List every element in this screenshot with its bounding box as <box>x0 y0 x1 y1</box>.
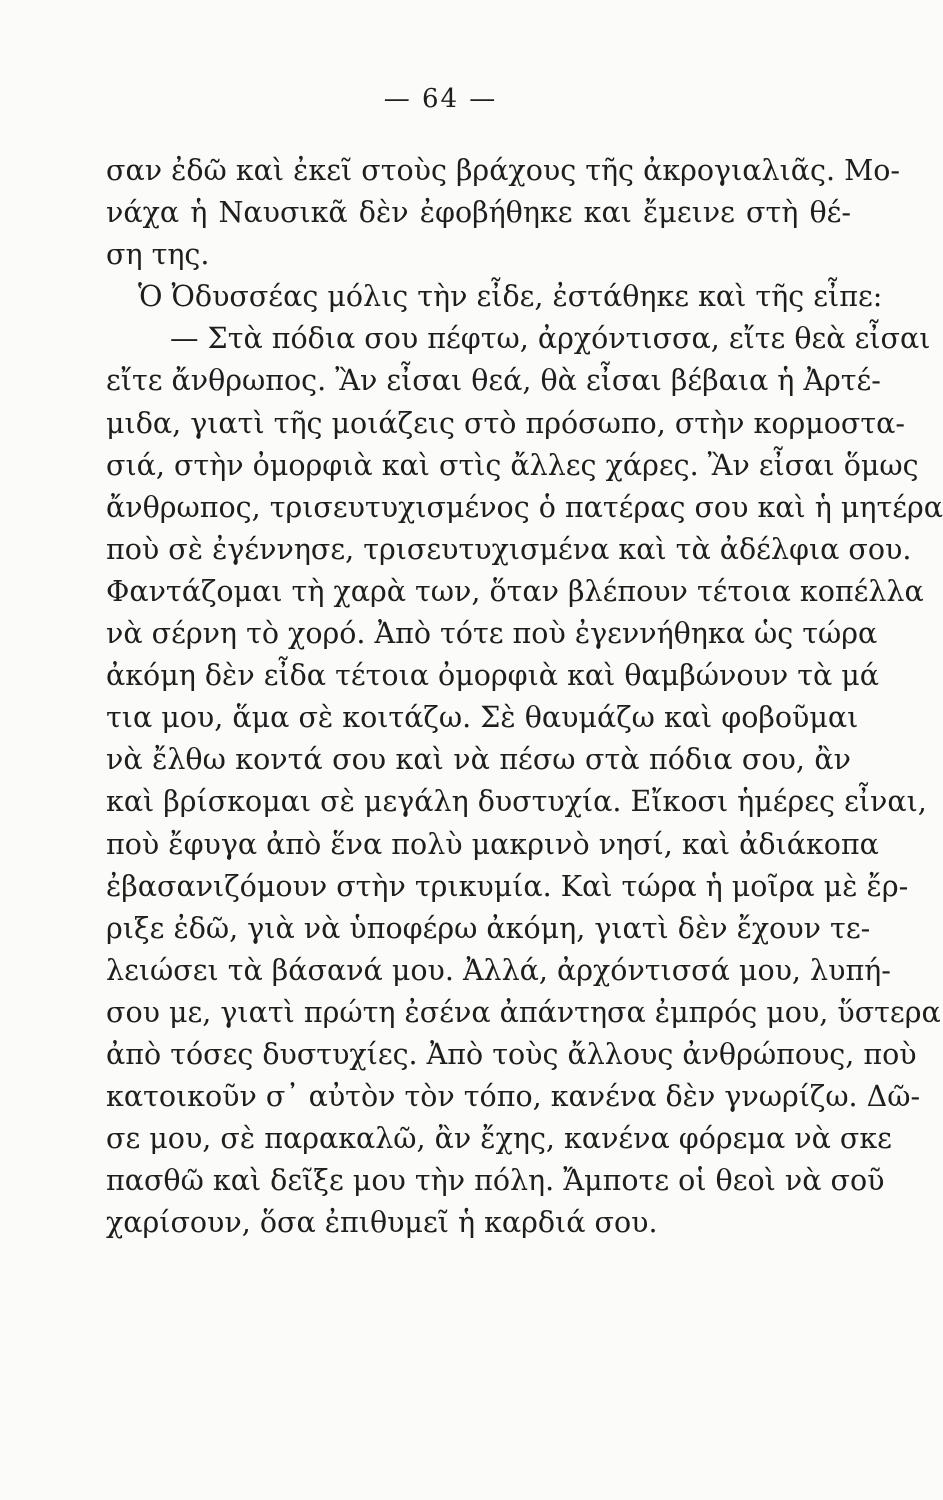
text-line: ἀκόμη δὲν εἶδα τέτοια ὀμορφιὰ καὶ θαμβώνουν τὰ μά <box>106 659 880 693</box>
text-line: ποὺ ἔφυγα ἀπὸ ἕνα πολὺ μακρινὸ νησί, καὶ ἀδιάκοπα <box>106 827 879 861</box>
text-line: νὰ σέρνη τὸ χορό. Ἀπὸ τότε ποὺ ἐγεννήθηκα ὡς τώρα <box>106 617 878 651</box>
text-line: Φαντάζομαι τὴ χαρὰ των, ὅταν βλέπουν τέτοια κοπέλλα <box>106 574 924 608</box>
text-line: νὰ ἔλθω κοντά σου καὶ νὰ πέσω στὰ πόδια σου, ἂν <box>106 743 851 777</box>
text-line: εἴτε ἄνθρωπος. Ἂν εἶσαι θεά, θὰ εἶσαι βέβαια ἡ Ἀρτέ- <box>106 364 881 398</box>
text-line: πασθῶ καὶ δεῖξε μου τὴν πόλη. Ἄμποτε οἱ θεοὶ νὰ σοῦ <box>106 1164 885 1198</box>
body-text <box>106 150 943 1244</box>
text-line: μιδα, γιατὶ τῆς μοιάζεις στὸ πρόσωπο, στὴν κορμοστα- <box>106 406 906 440</box>
text-line: σου με, γιατὶ πρώτη ἐσένα ἀπάντησα ἐμπρός μου, ὕστερα <box>106 995 941 1029</box>
text-line: καὶ βρίσκομαι σὲ μεγάλη δυστυχία. Εἴκοσι ἡμέρες εἶναι, <box>106 785 927 819</box>
text-line: ἐβασανιζόμουν στὴν τρικυμία. Καὶ τώρα ἡ μοῖρα μὲ ἔρ- <box>106 869 909 903</box>
text-line: ἀπὸ τόσες δυστυχίες. Ἀπὸ τοὺς ἄλλους ἀνθρώπους, ποὺ <box>106 1037 917 1071</box>
text-line: κατοικοῦν σ᾿ αὐτὸν τὸν τόπο, κανένα δὲν γνωρίζω. Δῶ- <box>106 1080 921 1114</box>
text-line: λειώσει τὰ βάσανά μου. Ἀλλά, ἀρχόντισσά μου, λυπή- <box>106 953 891 987</box>
text-line: χαρίσουν, ὅσα ἐπιθυμεῖ ἡ καρδιά σου. <box>106 1206 658 1240</box>
text-line: νάχα ἡ Ναυσικᾶ δὲν ἐφοβήθηκε και ἔμεινε στὴ θέ- <box>106 196 851 230</box>
page-number: — 64 — <box>383 84 498 114</box>
text-line: σιά, στὴν ὀμορφιὰ καὶ στὶς ἄλλες χάρες. Ἂν εἶσαι ὅμως <box>106 448 919 482</box>
text-line: τια μου, ἅμα σὲ κοιτάζω. Σὲ θαυμάζω καὶ φοβοῦμαι <box>106 701 859 735</box>
text-line: σαν ἐδῶ καὶ ἐκεῖ στοὺς βράχους τῆς ἀκρογιαλιᾶς. Μο- <box>106 154 901 187</box>
text-line: ἄνθρωπος, τρισευτυχισμένος ὁ πατέρας σου καὶ ἡ μητέρα <box>106 490 943 524</box>
text-line: — Στὰ πόδια σου πέφτω, ἀρχόντισσα, εἴτε θεὰ εἶσαι <box>170 322 931 356</box>
text-line: ριξε ἐδῶ, γιὰ νὰ ὑποφέρω ἀκόμη, γιατὶ δὲν ἔχουν τε- <box>106 911 871 945</box>
text-line: Ὁ Ὀδυσσέας μόλις τὴν εἶδε, ἐστάθηκε καὶ τῆς εἶπε: <box>138 280 883 314</box>
text-line: ποὺ σὲ ἐγέννησε, τρισευτυχισμένα καὶ τὰ ἀδέλφια σου. <box>106 532 912 566</box>
text-line: ση της. <box>106 238 210 272</box>
text-line: σε μου, σὲ παρακαλῶ, ἂν ἔχης, κανένα φόρεμα νὰ σκε <box>106 1122 892 1156</box>
